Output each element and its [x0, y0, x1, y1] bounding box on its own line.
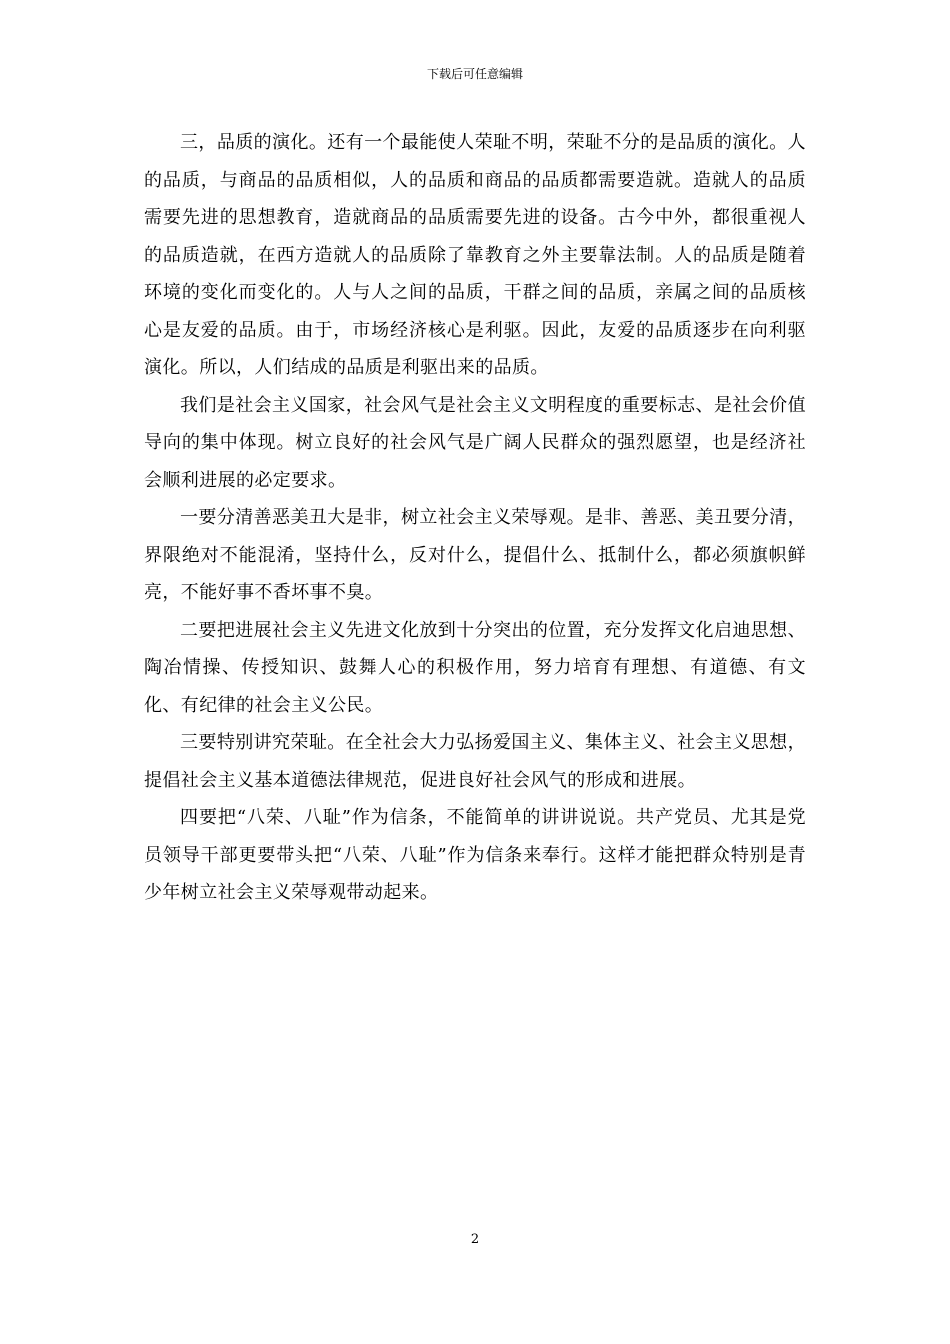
page-header: 下载后可任意编辑: [426, 67, 523, 81]
paragraph-6: 四要把“八荣、八耻”作为信条，不能简单的讲讲说说。共产党员、尤其是党员领导干部更要带头把“八荣、八耻”作为信条来奉行。这样才能把群众特别是青少年树立社会主义荣辱观带动起来。: [144, 807, 806, 903]
paragraph-2: 我们是社会主义国家，社会风气是社会主义文明程度的重要标志、是社会价值导向的集中体现。树立良好的社会风气是广阔人民群众的强烈愿望，也是经济社会顺利进展的必定要求。: [144, 394, 806, 491]
paragraph-5: 三要特别讲究荣耻。在全社会大力弘扬爱国主义、集体主义、社会主义思想，提倡社会主义基本道德法律规范，促进良好社会风气的形成和进展。: [144, 732, 806, 791]
paragraph-4: 二要把进展社会主义先进文化放到十分突出的位置，充分发挥文化启迪思想、陶冶情操、传授知识、鼓舞人心的积极作用，努力培育有理想、有道德、有文化、有纪律的社会主义公民。: [144, 619, 806, 716]
paragraph-1: 三，品质的演化。还有一个最能使人荣耻不明，荣耻不分的是品质的演化。人的品质，与商品的品质相似，人的品质和商品的品质都需要造就。造就人的品质需要先进的思想教育，造就商品的品质需要先进的设备。古今中外，都很重视人的品质造就，在西方造就人的品质除了靠教育之外主要靠法制。人的品质是随着环境的变化而变化的。人与人之间的品质，干群之间的品质，亲属之间的品质核心是友爱的品质。由于，市场经济核心是利驱。因此，友爱的品质逐步在向利驱演化。所以，人们结成的品质是利驱出来的品质。: [144, 132, 806, 378]
document-body: [144, 124, 806, 912]
paragraph-3: 一要分清善恶美丑大是非，树立社会主义荣辱观。是非、善恶、美丑要分清，界限绝对不能混淆，坚持什么，反对什么，提倡什么、抵制什么，都必须旗帜鲜亮，不能好事不香坏事不臭。: [144, 507, 806, 603]
page-number: 2: [470, 1232, 480, 1247]
